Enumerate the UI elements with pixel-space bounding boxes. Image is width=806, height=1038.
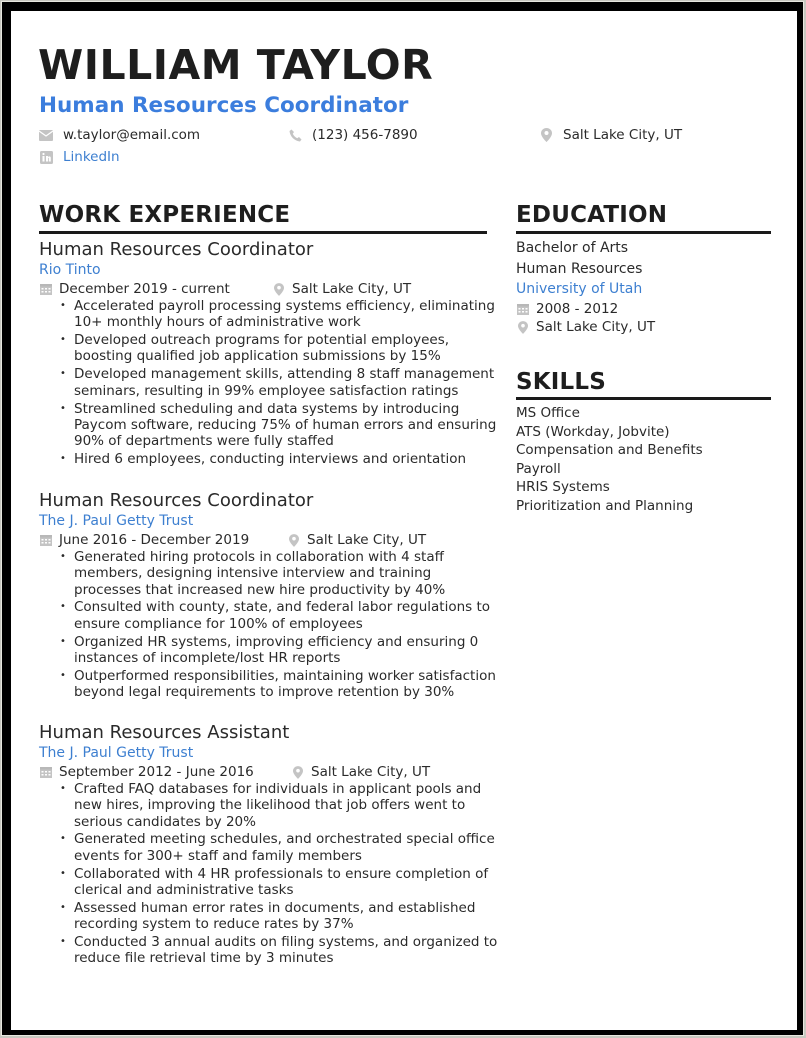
bullet-item: • Accelerated payroll processing systems efficiency, eliminating 10+ monthly hours of administrative work (60, 298, 499, 331)
contact-email (39, 126, 200, 144)
skill-item: Prioritization and Planning (516, 497, 694, 514)
bullet-item: • Organized HR systems, improving efficiency and ensuring 0 instances of incomplete/lost HR reports (60, 634, 499, 667)
bullet-item: • Consulted with county, state, and federal labor regulations to ensure compliance for 100% of employees (60, 599, 499, 632)
education-location (516, 318, 771, 337)
bullet-item: • Hired 6 employees, conducting interviews and orientation (60, 451, 499, 467)
job-location: Salt Lake City, UT (307, 532, 427, 548)
job-dates: June 2016 - December 2019 (59, 532, 250, 548)
calendar-icon (39, 766, 52, 779)
education-entry (516, 238, 771, 337)
job-title: Human Resources Assistant (39, 722, 290, 743)
linkedin-icon (39, 150, 53, 164)
bullet-item: • Generated meeting schedules, and orchestrated special office events for 300+ staff and family members (60, 831, 499, 864)
calendar-icon (39, 534, 52, 547)
education-dates (516, 300, 771, 319)
job-meta (39, 531, 499, 549)
bullet-item: • Streamlined scheduling and data systems by introducing Paycom software, reducing 75% of human errors and ensuring 90% of departments were fully staffed (60, 401, 499, 450)
bullet-item: • Developed management skills, attending 8 staff management seminars, resulting in 99% employee satisfaction ratings (60, 366, 499, 399)
contact-phone (288, 126, 418, 144)
bullet-item: • Conducted 3 annual audits on filing systems, and organized to reduce file retrieval time by 3 minutes (60, 934, 499, 967)
bullet-item: • Outperformed responsibilities, maintaining worker satisfaction beyond legal requirements to improve retention by 30% (60, 668, 499, 701)
skill-item: Payroll (516, 460, 561, 477)
bullet-item: • Collaborated with 4 HR professionals to ensure completion of clerical and administrative tasks (60, 866, 499, 899)
email-text: w.taylor@email.com (63, 127, 201, 143)
bullet-item: • Assessed human error rates in documents, and established recording system to reduce rates by 37% (60, 900, 499, 933)
job-entry (39, 239, 499, 469)
section-divider (39, 231, 487, 234)
bullet-item: • Developed outreach programs for potential employees, boosting qualified job application submissions by 15% (60, 332, 499, 365)
job-bullets (60, 781, 499, 967)
job-entry (39, 490, 499, 702)
job-bullets (60, 549, 499, 700)
phone-icon (288, 128, 302, 142)
skill-item: ATS (Workday, Jobvite) (516, 423, 670, 440)
section-divider (516, 397, 771, 400)
company-name: The J. Paul Getty Trust (39, 745, 194, 761)
skill-item: MS Office (516, 405, 580, 421)
location-text: Salt Lake City, UT (563, 127, 683, 143)
bullet-item: • Generated hiring protocols in collaboration with 4 staff members, designing intensive interview and training processes that increased new hire productivity by 40% (60, 549, 499, 598)
job-entry (39, 722, 499, 968)
job-location: Salt Lake City, UT (311, 764, 431, 780)
map-pin-icon (287, 534, 300, 547)
school-name: University of Utah (516, 281, 643, 297)
job-meta (39, 280, 499, 298)
resume-page (11, 11, 797, 1030)
field-of-study: Human Resources (516, 260, 643, 277)
map-pin-icon (291, 766, 304, 779)
work-experience-heading: WORK EXPERIENCE (39, 202, 291, 228)
job-bullets (60, 298, 499, 467)
job-dates: December 2019 - current (59, 281, 230, 297)
linkedin-link[interactable]: LinkedIn (63, 149, 120, 165)
skill-item: HRIS Systems (516, 479, 610, 495)
skills-list (516, 404, 771, 515)
job-title: Human Resources Coordinator (39, 239, 314, 260)
skills-heading: SKILLS (516, 369, 607, 395)
map-pin-icon (539, 128, 553, 142)
education-dates-text: 2008 - 2012 (536, 300, 619, 317)
contact-location (539, 126, 682, 144)
calendar-icon (39, 283, 52, 296)
job-title: Human Resources Coordinator (39, 490, 314, 511)
candidate-name: WILLIAM TAYLOR (38, 41, 434, 89)
company-name: Rio Tinto (39, 262, 101, 278)
envelope-icon (39, 128, 53, 142)
job-location: Salt Lake City, UT (292, 281, 412, 297)
education-heading: EDUCATION (516, 202, 668, 228)
bullet-item: • Crafted FAQ databases for individuals in applicant pools and new hires, improving the likelihood that job offers went to serious candidates by 20% (60, 781, 499, 830)
job-dates: September 2012 - June 2016 (59, 764, 254, 780)
section-divider (516, 231, 771, 234)
education-location-text: Salt Lake City, UT (536, 319, 656, 335)
job-meta (39, 763, 499, 781)
candidate-role: Human Resources Coordinator (39, 93, 409, 118)
skill-item: Compensation and Benefits (516, 442, 703, 458)
map-pin-icon (516, 321, 529, 334)
contact-linkedin[interactable] (39, 148, 120, 166)
calendar-icon (516, 302, 529, 315)
phone-text: (123) 456-7890 (312, 127, 418, 143)
map-pin-icon (272, 283, 285, 296)
page-frame (1, 1, 804, 1036)
degree: Bachelor of Arts (516, 240, 629, 256)
company-name: The J. Paul Getty Trust (39, 513, 194, 529)
